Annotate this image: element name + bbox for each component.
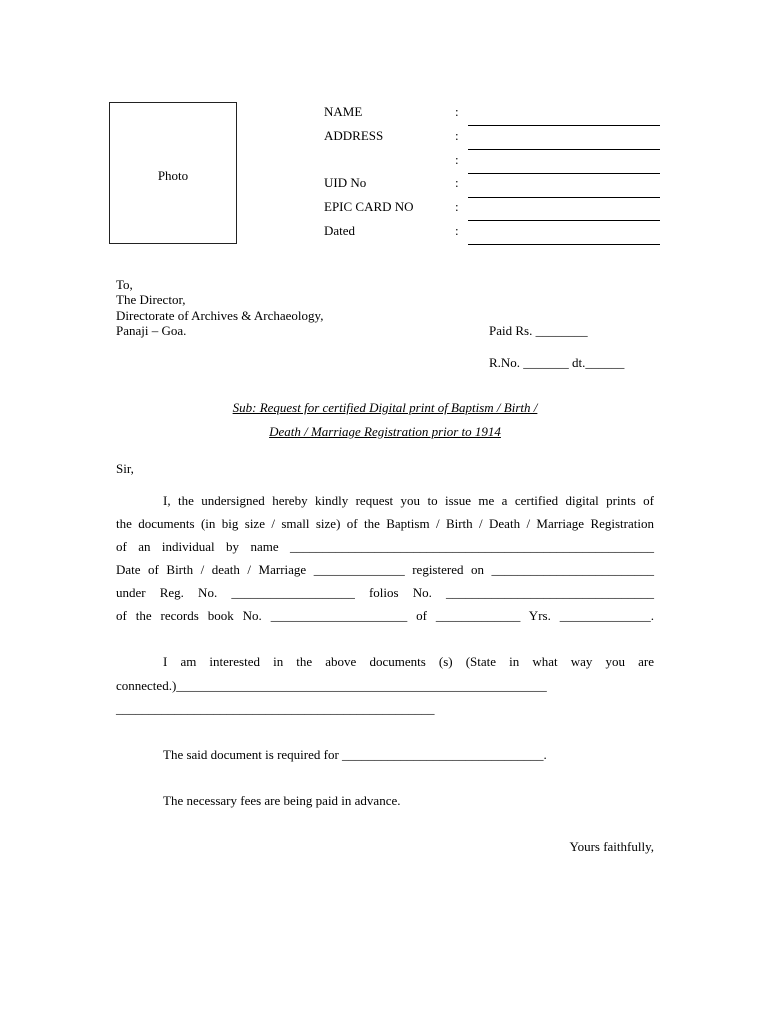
recipient-line-1: The Director, (116, 292, 186, 307)
paragraph-4: The necessary fees are being paid in advance. (163, 793, 401, 808)
paragraph-3: The said document is required for _______________________________. (163, 747, 547, 762)
paragraph-1-line-2: the documents (in big size / small size) of the Baptism / Birth / Death / Marriage Registration (116, 516, 654, 531)
address-colon-2: : (455, 152, 459, 167)
dated-colon: : (455, 223, 459, 238)
photo-label: Photo (157, 168, 189, 183)
closing: Yours faithfully, (569, 839, 654, 854)
paragraph-1-line-3: of an individual by name ________________________________________________________ (116, 539, 654, 554)
recipient-to: To, (116, 277, 133, 292)
name-label: NAME (324, 104, 363, 119)
dated-label: Dated (324, 223, 356, 238)
paragraph-1-line-6: of the records book No. _____________________ of _____________ Yrs. ______________. (116, 608, 654, 623)
epic-card-field[interactable] (468, 220, 660, 221)
address-field-line-2[interactable] (468, 173, 660, 174)
uid-field[interactable] (468, 197, 660, 198)
name-field[interactable] (468, 125, 660, 126)
address-field-line-1[interactable] (468, 149, 660, 150)
address-label: ADDRESS (324, 128, 384, 143)
photo-box (109, 102, 237, 244)
paragraph-1-line-4: Date of Birth / death / Marriage ______________ registered on _________________________ (116, 562, 654, 577)
uid-label: UID No (324, 175, 367, 190)
paragraph-2-line-1: I am interested in the above documents (s) (State in what way you are (163, 654, 654, 669)
receipt-number: R.No. _______ dt.______ (489, 355, 625, 370)
paid-amount: Paid Rs. ________ (489, 323, 588, 338)
paragraph-2-line-3: _________________________________________________ (116, 701, 435, 716)
epic-card-colon: : (455, 199, 459, 214)
salutation: Sir, (116, 461, 134, 476)
subject-line-2: Death / Marriage Registration prior to 1914 (269, 424, 501, 439)
address-colon: : (455, 128, 459, 143)
paragraph-2-line-2: connected.)_________________________________________________________ (116, 678, 547, 693)
recipient-line-3: Panaji – Goa. (116, 323, 187, 338)
epic-card-label: EPIC CARD NO (324, 199, 414, 214)
subject-line-1: Sub: Request for certified Digital print of Baptism / Birth / (232, 400, 538, 415)
paragraph-1-line-1: I, the undersigned hereby kindly request you to issue me a certified digital prints of (163, 493, 654, 508)
paragraph-1-line-5: under Reg. No. ___________________ folios No. ________________________________ (116, 585, 654, 600)
uid-colon: : (455, 175, 459, 190)
dated-field[interactable] (468, 244, 660, 245)
recipient-line-2: Directorate of Archives & Archaeology, (116, 308, 324, 323)
name-colon: : (455, 104, 459, 119)
